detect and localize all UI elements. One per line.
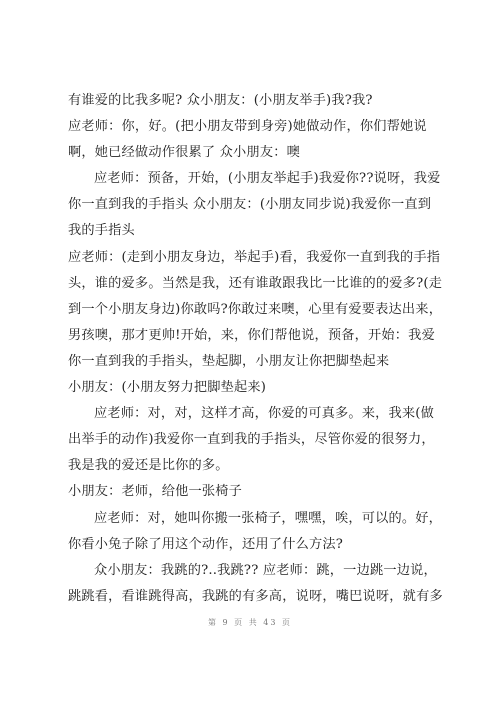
page-number-footer: 第 9 页 共 43 页 [208,618,292,627]
text-line: 应老师：(走到小朋友身边，举起手)看，我爱你一直到我的手指 [68,249,441,265]
text-line: 男孩噢，那才更帅!开始，来，你们帮他说，预备，开始：我爱 [68,327,435,343]
text-line: 头，谁的爱多。当然是我，还有谁敢跟我比一比谁的的爱多?(走 [68,275,443,291]
text-line: 应老师：对，她叫你搬一张椅子，嘿嘿，唉，可以的。好， [94,510,443,526]
text-line: 众小朋友：我跳的?..我跳?? 应老师：跳，一边跳一边说， [94,562,437,578]
text-line: 啊，她已经做动作很累了 众小朋友：噢 [68,145,300,161]
document-body [68,88,443,610]
text-line: 你一直到我的手指头，垫起脚，小朋友让你把脚垫起来 [68,353,390,369]
text-line: 到一个小朋友身边)你敢吗?你敢过来噢，心里有爱要表达出来， [68,301,443,317]
text-line: 出举手的动作)我爱你一直到我的手指头，尽管你爱的很努力， [68,432,435,448]
text-line: 我的手指头 [68,223,135,239]
text-line: 应老师：对，对，这样才高，你爱的可真多。来，我来(做 [94,406,435,422]
text-line: 跳跳看，看谁跳得高，我跳的有多高，说呀，嘴巴说呀，就有多 [68,588,443,604]
text-line: 有谁爱的比我多呢? 众小朋友：(小朋友举手)我?我? [68,93,373,108]
text-line: 我是我的爱还是比你的多。 [68,458,229,474]
text-line: 你看小兔子除了用这个动作，还用了什么方法? [68,536,344,552]
text-line: 小朋友：老师，给他一张椅子 [68,484,243,500]
text-line: 你一直到我的手指头 众小朋友：(小朋友同步说)我爱你一直到 [68,197,432,213]
text-line: 应老师：预备，开始，(小朋友举起手)我爱你??说呀，我爱 [94,171,441,187]
text-line: 应老师：你，好。(把小朋友带到身旁)她做动作，你们帮她说 [68,119,427,135]
text-line: 小朋友：(小朋友努力把脚垫起来) [68,380,267,396]
